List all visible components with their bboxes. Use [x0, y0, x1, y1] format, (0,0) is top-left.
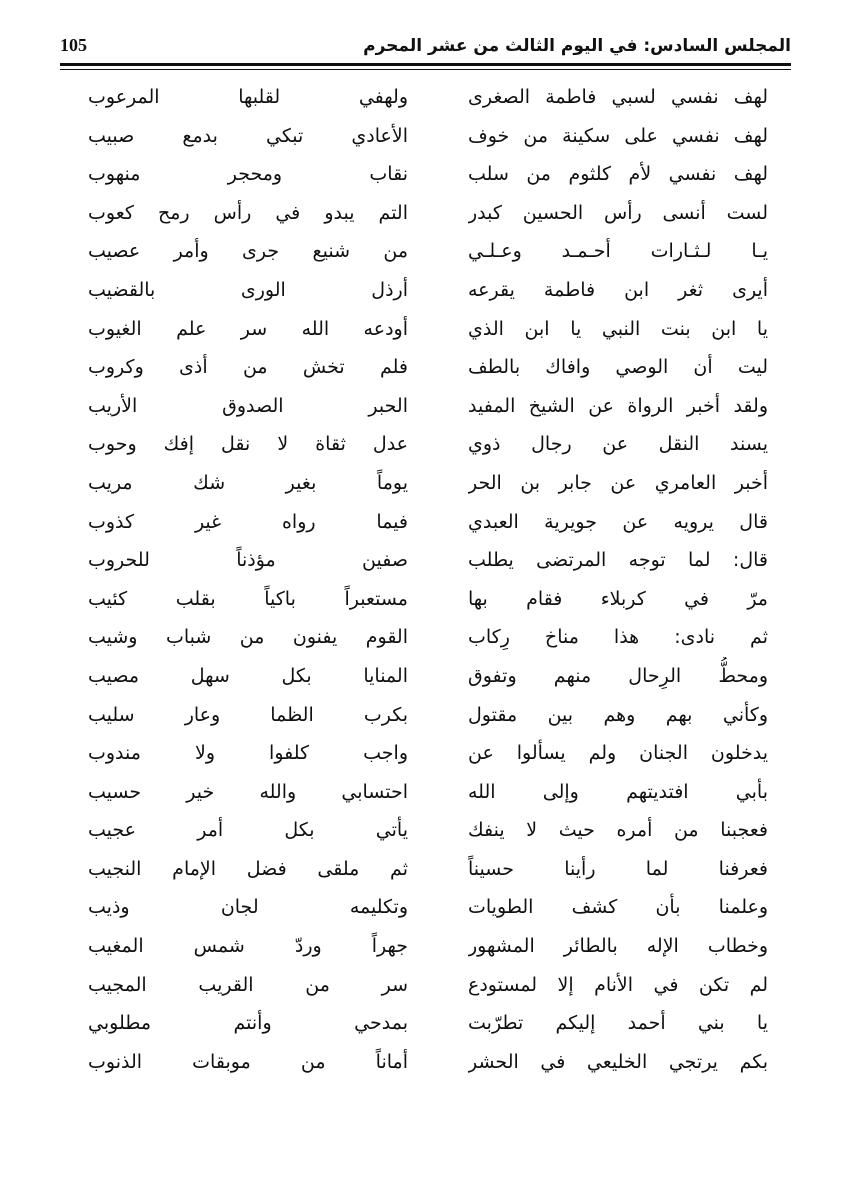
verse-second-hemistich: وتكليمه لجان وذيب	[88, 896, 408, 919]
verse-second-hemistich: بكرب الظما وعار سليب	[88, 703, 408, 726]
verse-first-hemistich: لم تكن في الأنام إلا لمستودع	[468, 973, 768, 996]
verse-first-hemistich: أخبر العامري عن جابر بن الحر	[468, 471, 768, 494]
page-number: 105	[60, 35, 87, 55]
verse-first-hemistich: بأبي افتديتهم وإلى الله	[468, 780, 768, 803]
verse-first-hemistich: فعجبنا من أمره حيث لا ينفك	[468, 819, 768, 842]
page-header	[60, 30, 791, 64]
verse-first-hemistich: لهف نفسي لسبي فاطمة الصغرى	[468, 86, 768, 108]
verse-second-hemistich: نقاب ومحجر منهوب	[88, 163, 408, 186]
verse-first-hemistich: وخطاب الإله بالطائر المشهور	[468, 935, 768, 958]
verse-second-hemistich: أودعه الله سر علم الغيوب	[88, 317, 408, 340]
verse-second-hemistich: ولهفي لقلبها المرعوب	[88, 86, 408, 108]
verse-second-hemistich: الحبر الصدوق الأريب	[88, 394, 408, 417]
verse-second-hemistich: صفين مؤذناً للحروب	[88, 549, 408, 572]
verse-second-hemistich: أرذل الورى بالقضيب	[88, 278, 408, 301]
verse-second-hemistich: عدل ثقاة لا نقل إفك وحوب	[88, 433, 408, 456]
verse-second-hemistich: بمدحي وأنتم مطلوبي	[88, 1012, 408, 1035]
header-rule-thick	[60, 63, 791, 66]
verse-second-hemistich: سر من القريب المجيب	[88, 973, 408, 996]
verse-second-hemistich: جهراً وردّ شمس المغيب	[88, 935, 408, 958]
verse-first-hemistich: يدخلون الجنان ولم يسألوا عن	[468, 742, 768, 765]
verse-first-hemistich: يا ابن بنت النبي يا ابن الذي	[468, 317, 768, 340]
verse-first-hemistich: يسند النقل عن رجال ذوي	[468, 433, 768, 456]
verse-first-hemistich: ليت أن الوصي وافاك بالطف	[468, 356, 768, 379]
running-title: المجلس السادس: في اليوم الثالث من عشر المحرم	[363, 36, 791, 56]
verse-second-hemistich: احتسابي والله خير حسيب	[88, 780, 408, 803]
verse-first-hemistich: فعرفنا لما رأينا حسيناً	[468, 857, 768, 880]
header-rule-thin	[60, 69, 791, 70]
verse-second-hemistich: المنايا بكل سهل مصيب	[88, 664, 408, 687]
verse-first-hemistich: ثم نادى: هذا مناخ رِكاب	[468, 626, 768, 649]
verse-first-hemistich: يـا لـثـارات أحـمـد وعـلـي	[468, 240, 768, 263]
verse-first-hemistich: لهف نفسي لأم كلثوم من سلب	[468, 163, 768, 186]
poem-left-column	[88, 78, 408, 1081]
verse-first-hemistich: لست أنسى رأس الحسين كبدر	[468, 201, 768, 224]
verse-second-hemistich: فيما رواه غير كذوب	[88, 510, 408, 533]
verse-second-hemistich: واجب كلفوا ولا مندوب	[88, 742, 408, 765]
verse-second-hemistich: يأتي بكل أمر عجيب	[88, 819, 408, 842]
verse-first-hemistich: ولقد أخبر الرواة عن الشيخ المفيد	[468, 394, 768, 417]
verse-second-hemistich: فلم تخش من أذى وكروب	[88, 356, 408, 379]
verse-first-hemistich: ومحطُّ الرِحال منهم وتفوق	[468, 664, 768, 687]
verse-second-hemistich: مستعبراً باكياً بقلب كئيب	[88, 587, 408, 610]
verse-second-hemistich: التم يبدو في رأس رمح كعوب	[88, 201, 408, 224]
verse-first-hemistich: لهف نفسي على سكينة من خوف	[468, 124, 768, 147]
verse-second-hemistich: من شنيع جرى وأمر عصيب	[88, 240, 408, 263]
verse-second-hemistich: ثم ملقى فضل الإمام النجيب	[88, 857, 408, 880]
verse-first-hemistich: قال يرويه عن جويرية العبدي	[468, 510, 768, 533]
verse-second-hemistich: الأعادي تبكي بدمع صبيب	[88, 124, 408, 147]
verse-first-hemistich: أيرى ثغر ابن فاطمة يقرعه	[468, 278, 768, 301]
verse-first-hemistich: مرّ في كربلاء فقام بها	[468, 587, 768, 610]
verse-second-hemistich: القوم يفنون من شباب وشيب	[88, 626, 408, 649]
verse-first-hemistich: وعلمنا بأن كشف الطويات	[468, 896, 768, 919]
verse-first-hemistich: وكأني بهم وهم بين مقتول	[468, 703, 768, 726]
verse-second-hemistich: يوماً بغير شك مريب	[88, 471, 408, 494]
poem-right-column	[468, 78, 768, 1081]
verse-second-hemistich: أماناً من موبقات الذنوب	[88, 1050, 408, 1073]
verse-first-hemistich: يا بني أحمد إليكم تطرّبت	[468, 1012, 768, 1035]
verse-first-hemistich: قال: لما توجه المرتضى يطلب	[468, 549, 768, 572]
verse-first-hemistich: بكم يرتجي الخليعي في الحشر	[468, 1050, 768, 1073]
